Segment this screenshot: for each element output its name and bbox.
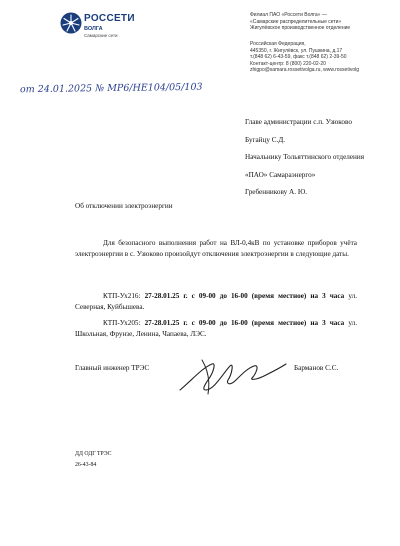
company-header	[250, 12, 350, 32]
outage-streets: ул. Школьная, Фрунзе, Ленина, Чапаева, ЛЭС.	[75, 319, 357, 338]
header-line: Жигулёвское производственное отделение	[250, 25, 351, 32]
substation-id: КТП-Ух216:	[103, 292, 141, 300]
header-line: «Самарские распределительные сети»	[250, 18, 342, 25]
rosseti-logo-icon	[60, 12, 82, 34]
logo-caption: Самарские сети	[84, 33, 118, 38]
header-line: Контакт-центр: 8 (800) 220-02-20	[250, 60, 326, 67]
addressee-line: Главе администрации с.п. Узюково	[245, 118, 352, 126]
signatory-title: Главный инженер ТРЭС	[75, 364, 150, 372]
header-line: Филиал ПАО «Россети Волга» —	[250, 12, 327, 18]
addressee-line: Начальнику Тольяттинского отделения	[245, 153, 365, 161]
outage-time: 27-28.01.25 г. с 09-00 до 16-00 (время местное) на 3 часа	[144, 292, 345, 300]
intro-paragraph: Для безопасного выполнения работ на ВЛ-0,4кВ по установке приборов учёта электроэнергии в с. Узюково произойдут отключения электроэнергии в следующие даты.	[75, 239, 357, 258]
header-line: т.(848 62) 6-43-59, факс т.(848 62) 2-39-50	[250, 54, 347, 61]
outage-item	[75, 291, 357, 313]
outage-streets: ул. Северная, Куйбышева.	[75, 292, 357, 311]
substation-id: КТП-Ух205:	[103, 319, 141, 327]
logo-name: РОССЕТИ	[84, 13, 135, 24]
outage-time: 27-28.01.25 г. с 09-00 до 16-00 (время местное) на 3 часа	[144, 319, 345, 327]
handwritten-signature	[172, 350, 292, 398]
addressee-line: Гребенникову А. Ю.	[245, 188, 308, 196]
signatory-name: Барманов С.С.	[294, 364, 339, 372]
company-address	[250, 41, 359, 74]
header-line: zhigpo@samara.rossetivolga.ru, www.rossetivolg	[250, 67, 360, 74]
outage-item	[75, 318, 357, 340]
executor-department: ДД ОДГ ТРЭС	[75, 451, 112, 457]
document-reference: от 24.01.2025 № МР6/НЕ104/05/103	[19, 81, 203, 96]
addressee-line: «ПАО» Самараэнерго»	[245, 170, 316, 179]
addressee-line: Бугайцу С.Д.	[245, 135, 286, 144]
subject-line: Об отключении электроэнергии	[75, 202, 173, 210]
executor-phone: 26-43-84	[75, 462, 97, 468]
logo-subtitle: ВОЛГА	[84, 26, 103, 32]
addressee-block	[245, 114, 364, 202]
header-line: Российская Федерация,	[250, 41, 306, 47]
header-line: 445350, г. Жигулёвск, ул. Пушкина, д.17	[250, 47, 343, 54]
